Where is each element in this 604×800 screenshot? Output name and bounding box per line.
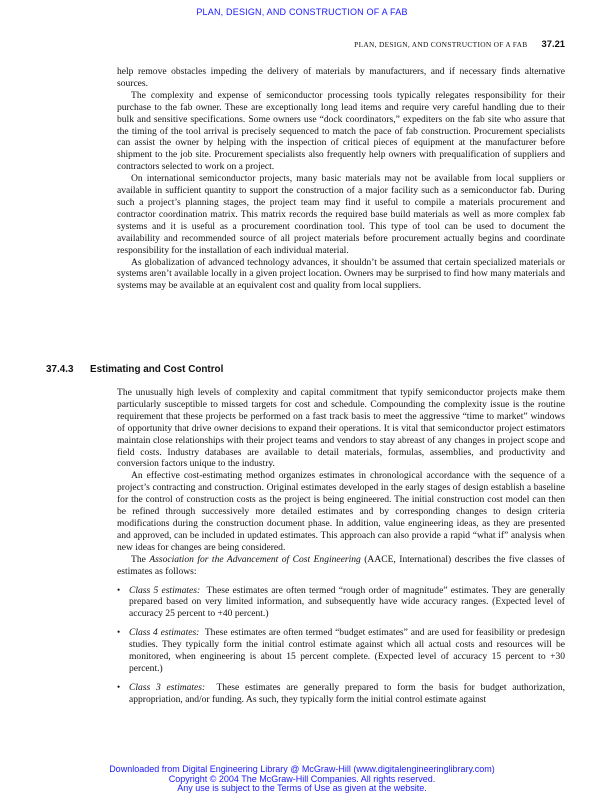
list-item [117,585,565,621]
bullet-icon: • [117,627,121,638]
running-head-title: PLAN, DESIGN, AND CONSTRUCTION OF A FAB [354,40,528,49]
paragraph: An effective cost-estimating method organizes estimates in chronological accordance with the sequence of a project’s contracting and construction. Original estimates developed in the early stages of design establish a baseline for the control of construction costs as the project is being engineered. The initial construction cost model can then be refined through successively more detailed estimates and by corresponding changes to design criteria modifications during the construction document phase. In addition, value engineering ideas, as they are presented and approved, can be included in updated estimates. This approach can also provide a rapid “what if” analysis when new ideas for changes are being considered. [117,470,565,553]
section-title: Estimating and Cost Control [90,364,224,375]
download-footer [0,765,604,794]
estimating-text [117,387,565,713]
list-item [117,627,565,675]
class-text: These estimates are often termed “budget estimates” and are used for feasibility or predesign studies. They typically form the initial control estimate against which all actual costs and resources will be monitored, when engineering is about 15 percent complete. (Expected level of accuracy 15 percent to +30 percent.) [129,627,565,674]
footer-copyright: Copyright © 2004 The McGraw-Hill Companies. All rights reserved. [168,773,436,784]
class-label: Class 3 estimates: [129,681,206,693]
estimate-classes-list [117,585,565,706]
class-text: These estimates are often termed “rough order of magnitude” estimates. They are generally prepared based on very limited information, and subsequently have wide accuracy ranges. (Expected level of accuracy 25 percent to +40 percent.) [129,584,565,620]
page-number: 37.21 [541,38,565,49]
paragraph: As globalization of advanced technology advances, it shouldn’t be assumed that certain specialized materials or systems aren’t available locally in a given project location. Owners may be surprised to find how many materials and systems may be available at an equivalent cost and quality from local suppliers. [117,256,565,292]
paragraph: The complexity and expense of semiconductor processing tools typically relegates responsibility for their purchase to the fab owner. These are exceptionally long lead items and require very careful handling due to their bulk and sensitive specifications. Some owners use “dock coordinators,” expediters on the fab site who assure that the timing of the tool arrival is precisely sequenced to match the pace of fab construction. Procurement specialists can assist the owner by helping with the inspection of critical pieces of equipment at the manufacturer before shipment to the job site. Procurement specialists also frequently help owners with prequalification of suppliers and contractors selected to work on a project. [117,89,565,173]
watermark-banner: PLAN, DESIGN, AND CONSTRUCTION OF A FAB [196,7,408,17]
paragraph: On international semiconductor projects, many basic materials may not be available from local suppliers or available in sufficient quantity to support the construction of a major facility such as a semiconductor fab. During such a project’s planning stages, the project team may find it useful to compile a materials procurement and contractor coordination matrix. This matrix records the required base build materials as well as more complex fab systems and it is useful as a procurement coordination tool. This type of tool can be used to document the availability and recommended source of all project materials before procurement actually begins and coordinate responsibility for the installation of each individual material. [117,173,565,256]
paragraph: The unusually high levels of complexity and capital commitment that typify semiconductor projects make them particularly susceptible to missed targets for cost and schedule. Compounding the complexity issue is the routine requirement that these projects be performed on a fast track basis to meet the aggressive “time to market” windows of opportunity that drive owner decisions to expand their operations. It is vital that semiconductor project estimators maintain close relationships with their project teams and vendors to stay abreast of any changes in project scope and field costs. Industry databases are available to detail materials, formulas, assemblies, and productivity and conversion factors unique to the industry. [117,387,565,470]
bullet-icon: • [117,584,121,595]
class-label: Class 4 estimates: [129,627,200,639]
class-text: These estimates are generally prepared to form the basis for budget authorization, appropriation, and/or funding. As such, they typically form the initial control estimate against [129,681,565,705]
bullet-icon: • [117,681,121,692]
aace-prefix: The [131,553,150,565]
footer-terms: Any use is subject to the Terms of Use as given at the website. [177,783,427,794]
section-heading [46,364,566,375]
procurement-text [117,66,565,292]
running-head [0,38,565,49]
class-label: Class 5 estimates: [129,584,201,596]
aace-paragraph [117,554,565,578]
paragraph: help remove obstacles impeding the delivery of materials by manufacturers, and if necessary finds alternative sources. [117,66,565,89]
section-number: 37.4.3 [46,364,74,375]
list-item [117,682,565,706]
aace-suffix: (AACE, International) describes the five classes of estimates as follows: [117,553,565,577]
aace-name: Association for the Advancement of Cost Engineering [149,553,361,565]
footer-download-link[interactable]: Downloaded from Digital Engineering Library @ McGraw-Hill (www.digitalengineeringlibrary.com) [109,764,495,774]
